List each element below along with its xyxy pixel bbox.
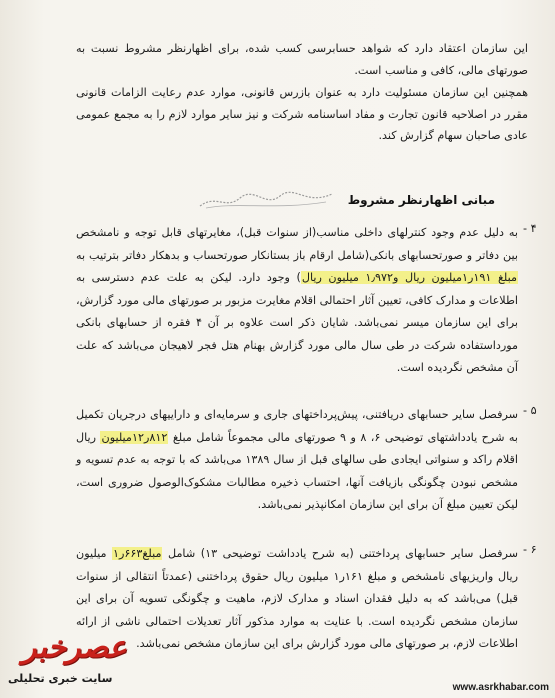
highlighted-amount: مبلغ۶۶۳ر۱: [112, 547, 162, 560]
item-text: به دلیل عدم وجود کنترلهای داخلی مناسب(از سنوات قبل)، مغایرتهای قابل توجه و نامشخص بین دفاتر و صورتحسابهای بانکی(شامل ارقام باز بستانکار صورتحساب و بدهکار دفاتر بترتیب به: [76, 226, 518, 262]
brand-logo-text: عصرخبر: [22, 630, 127, 665]
highlighted-amount: مبلغ ۱۹۱ر۱میلیون ریال و۱٫۹۷۲ میلیون ریال: [301, 271, 517, 284]
highlighted-amount: ۸۱۲ر۱۲میلیون: [101, 430, 168, 444]
item-text: سرفصل سایر حسابهای پرداختنی (به شرح یادداشت توضیحی ۱۳) شامل: [162, 547, 518, 560]
section-heading: مبانی اظهارنظر مشروط: [347, 193, 495, 207]
item-5-paragraph: [76, 404, 518, 517]
item-text: ریال اقلام راکد و سنواتی ایجادی طی سالهای قبل از سال ۱۳۸۹ می‌باشد که با توجه به عدم تسویه و مشخص نبودن چگونگی بازیافت آنها، احتساب ذخیره مطالبات مشکوک‌الوصول ضروری است، لیکن تعیین مبلغ آن برای این سازمان امکانپذیر نمی‌باشد.: [76, 430, 518, 511]
watermark-logo: [4, 630, 144, 696]
intro-paragraph-2: همچنین این سازمان مسئولیت دارد به عنوان بازرس قانونی، موارد عدم رعایت الزامات قانونی مقرر در اصلاحیه قانون تجارت و مفاد اساسنامه شرکت و نیز سایر موارد لازم را به مجمع عمومی عادی صاحبان سهام گزارش کند.: [76, 86, 528, 142]
intro-paragraph-1: این سازمان اعتقاد دارد که شواهد حسابرسی کسب شده، برای اظهارنظر مشروط نسبت به صورتهای مالی، کافی و مناسب است.: [76, 42, 528, 77]
signature-scribble: [196, 190, 336, 212]
item-number: ۴ -: [523, 222, 537, 235]
item-number: ۶ -: [523, 543, 537, 556]
item-text: میلیون ریال واریزیهای نامشخص و مبلغ ۱۶۱ر۱ میلیون ریال حقوق پرداختنی (عمدتاً انتقالی از سنوات قبل) می‌باشد که به دلیل فقدان اسناد و مدارک لازم، ماهیت و چگونگی تسویه آن برای این سازمان مشخص نگردیده است. با عنایت به موارد مذکور آثار تعدیلات احتمالی ناشی از ارائه اطلاعات لازم، بر صورتهای مالی مورد گزارش برای این سازمان مشخص نمی‌باشد.: [76, 547, 518, 650]
item-text: سرفصل سایر حسابهای دریافتنی، پیش‌پرداختهای جاری و سرمایه‌ای و داراییهای درجریان تکمیل به شرح یادداشتهای توضیحی ۶، ۸ و ۹ صورتهای مالی مجموعاً شامل مبلغ: [76, 408, 518, 444]
watermark-url: www.asrkhabar.com: [452, 682, 549, 693]
item-number: ۵ -: [523, 404, 537, 417]
brand-tagline: سایت خبری تحلیلی: [8, 672, 113, 685]
item-text: ) وجود دارد. لیکن به علت عدم دسترسی به اطلاعات و مدارک کافی، تعیین آثار احتمالی اقلام مغایرت مزبور بر صورتهای مالی مورد گزارش، برای این سازمان میسر نمی‌باشد. شایان ذکر است علاوه بر آن ۴ فقره از حسابهای بانکی مورداستفاده شرکت در طی سال مالی مورد گزارش بهنام هتل فجر لاهیجان می‌باشد که علت آن مشخص نگردیده است.: [76, 271, 518, 374]
item-4-paragraph: [76, 222, 518, 380]
